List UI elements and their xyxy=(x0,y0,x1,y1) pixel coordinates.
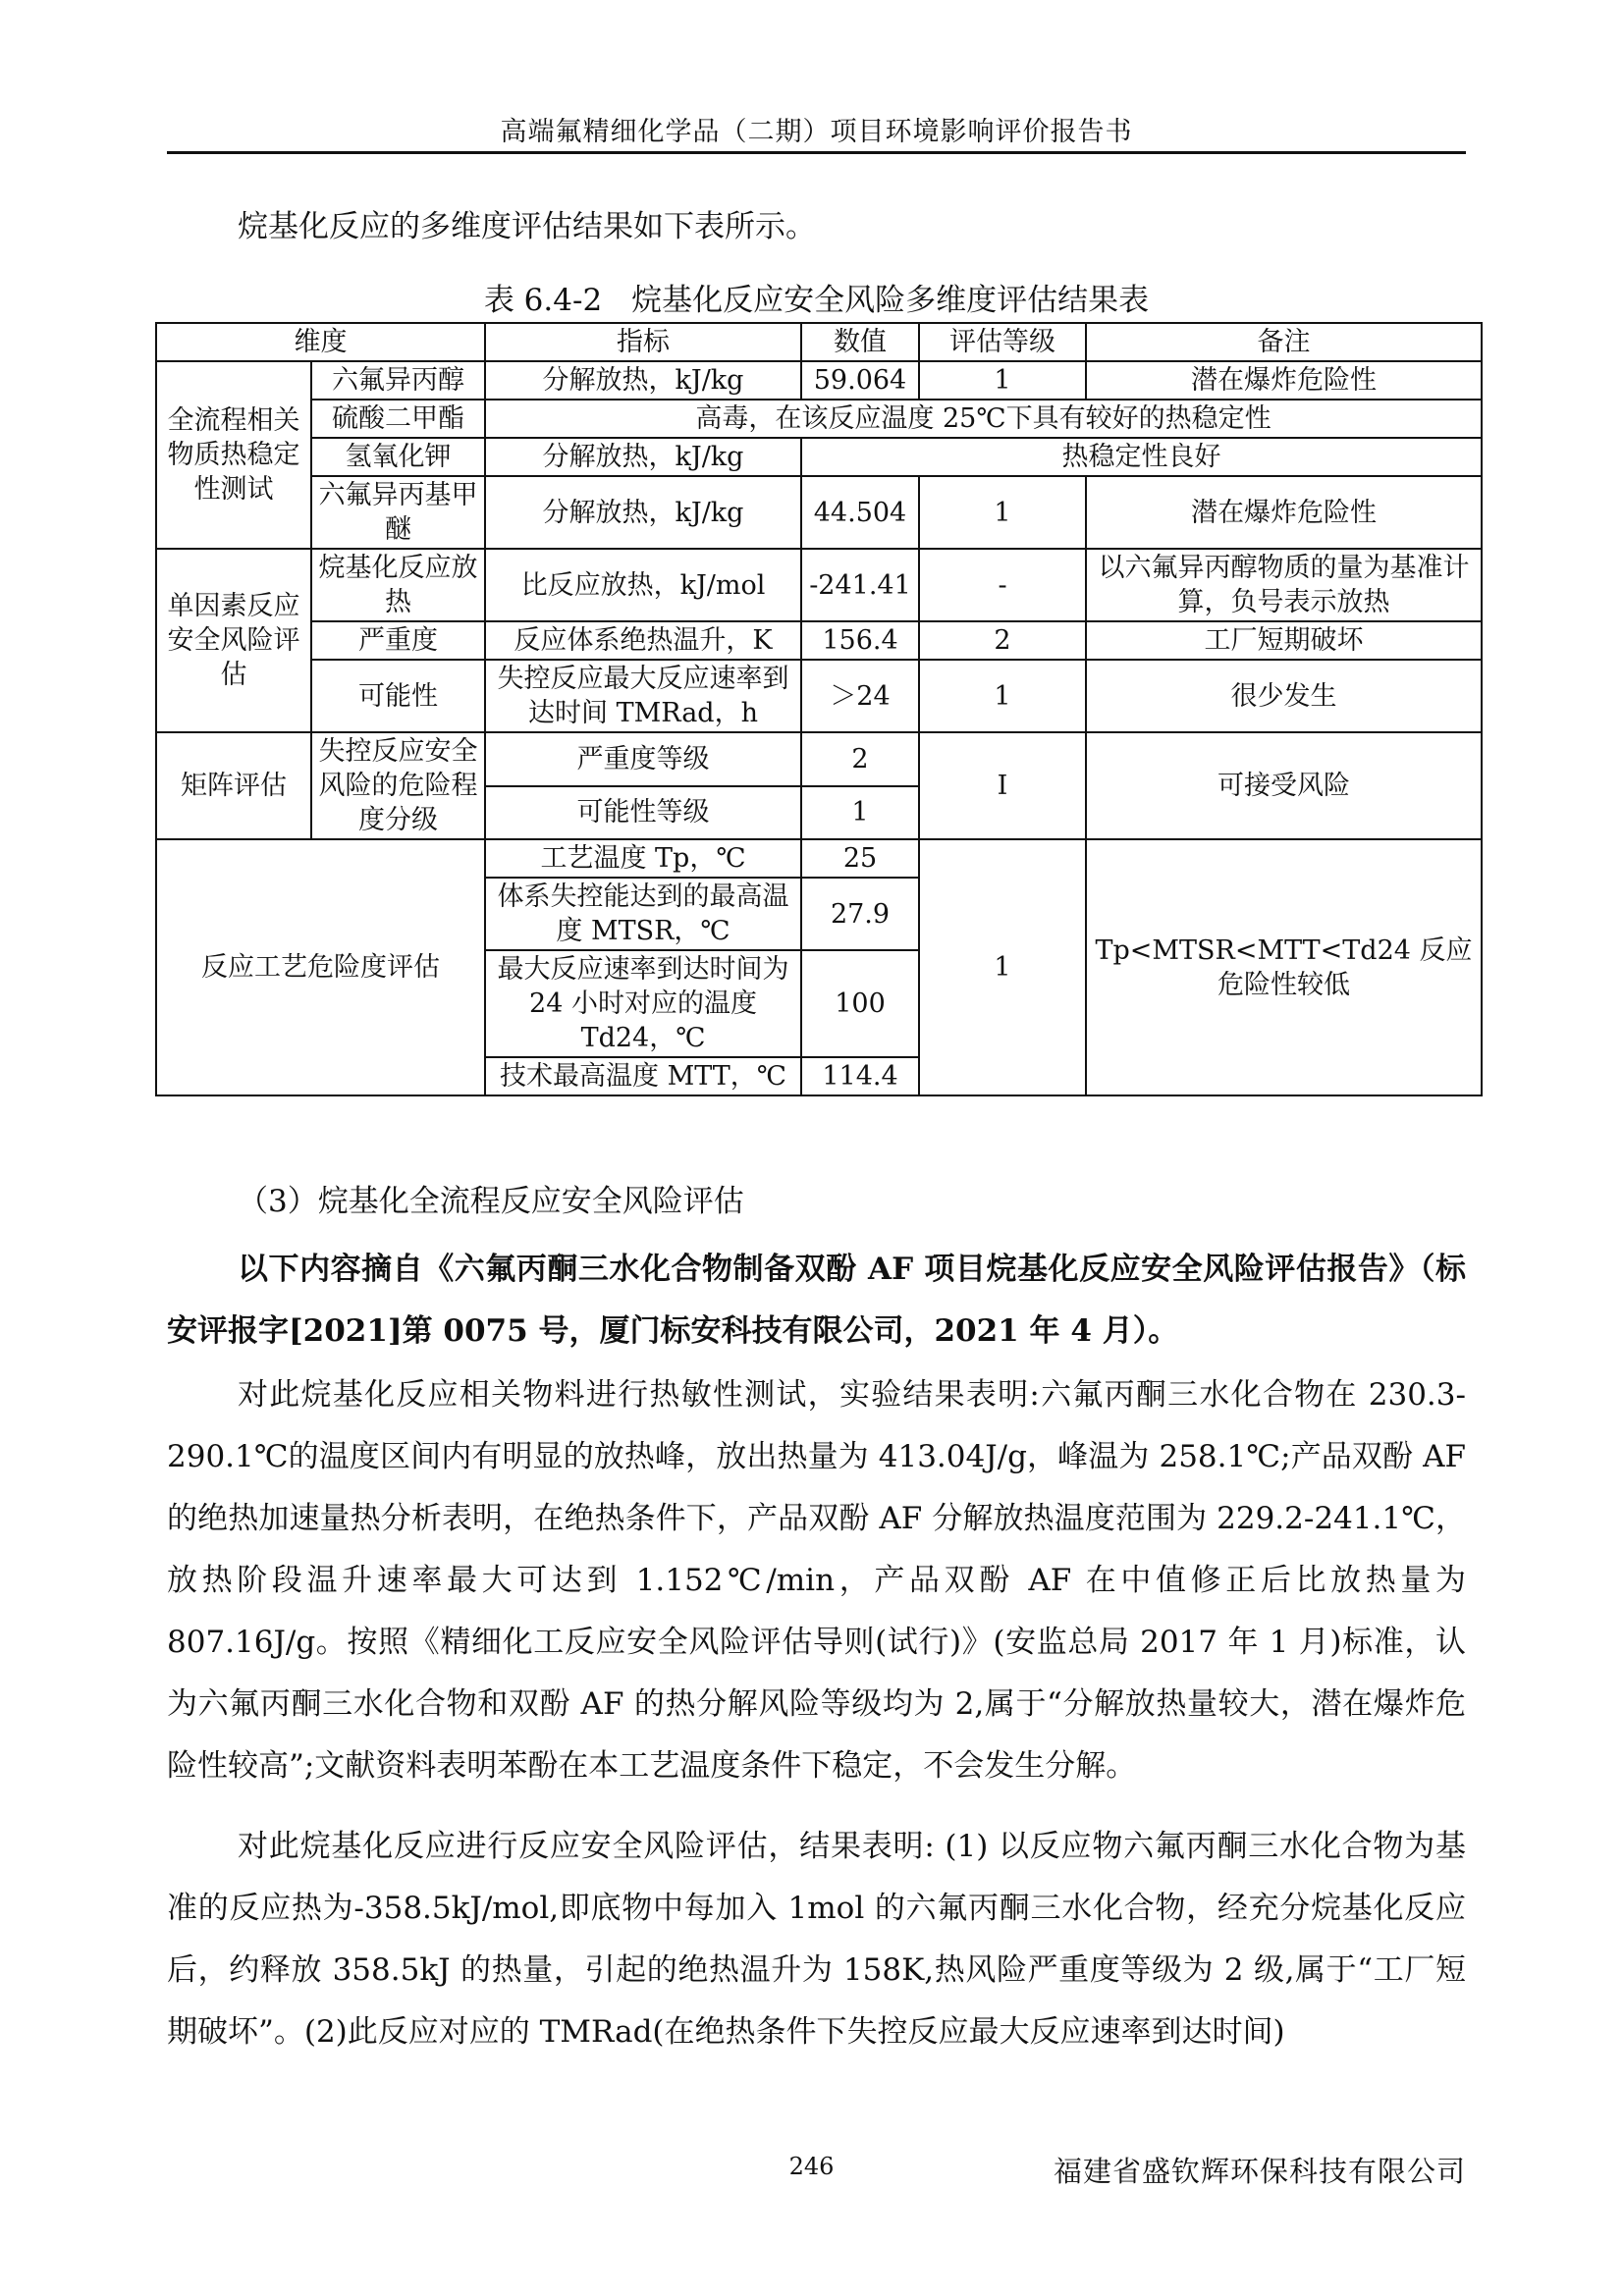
cell-value: 44.504 xyxy=(801,476,919,549)
intro-paragraph: 烷基化反应的多维度评估结果如下表所示。 xyxy=(238,209,816,244)
evaluation-table xyxy=(155,322,1483,1096)
cell-value: 114.4 xyxy=(801,1057,919,1095)
header-rule xyxy=(167,151,1466,154)
cell-value: 27.9 xyxy=(801,878,919,950)
cell-grade: - xyxy=(919,549,1086,621)
section-label-matrix: 矩阵评估 xyxy=(156,732,311,839)
section-label-process-hazard: 反应工艺危险度评估 xyxy=(156,839,485,1095)
table-row xyxy=(156,732,1482,786)
cell-note: 工厂短期破坏 xyxy=(1086,621,1482,660)
cell-grade: 1 xyxy=(919,361,1086,400)
cell-indicator: 失控反应最大反应速率到达时间 TMRad，h xyxy=(485,660,801,732)
body-paragraph-2: 对此烷基化反应进行反应安全风险评估，结果表明: (1) 以反应物六氟丙酮三水化合物为基准的反应热为-358.5kJ/mol,即底物中每加入 1mol 的六氟丙酮三水化合物，经充分烷基化反应后，约释放 358.5kJ 的热量，引起的绝热温升为 158K,热风险严重度等级为 2 级,属于“工厂短期破坏”。(2)此反应对应的 TMRad(在绝热条件下失控反应最大反应速率到达时间) xyxy=(167,1829,1466,2050)
table-header-row xyxy=(156,323,1482,361)
source-citation: 以下内容摘自《六氟丙酮三水化合物制备双酚 AF 项目烷基化反应安全风险评估报告》（标安评报字[2021]第 0075 号，厦门标安科技有限公司，2021 年 4 月）。 xyxy=(167,1252,1466,1349)
cell-value: -241.41 xyxy=(801,549,919,621)
table-caption-number: 表 6.4-2 xyxy=(483,283,603,318)
footer-company: 福建省盛钦辉环保科技有限公司 xyxy=(1053,2155,1466,2188)
table-caption xyxy=(167,275,1466,319)
table-row xyxy=(156,438,1482,476)
cell-note: 可接受风险 xyxy=(1086,732,1482,839)
cell-indicator: 反应体系绝热温升，K xyxy=(485,621,801,660)
cell-grade: 1 xyxy=(919,476,1086,549)
cell-indicator: 工艺温度 Tp，℃ xyxy=(485,839,801,878)
cell-merged-note: 热稳定性良好 xyxy=(801,438,1482,476)
cell-indicator: 分解放热，kJ/kg xyxy=(485,361,801,400)
section-subheading: （3）烷基化全流程反应安全风险评估 xyxy=(238,1184,744,1219)
cell-indicator: 分解放热，kJ/kg xyxy=(485,476,801,549)
cell-grade: 1 xyxy=(919,839,1086,1095)
cell-note: 很少发生 xyxy=(1086,660,1482,732)
cell-value: 1 xyxy=(801,786,919,840)
section-label-thermal-stability: 全流程相关物质热稳定性测试 xyxy=(156,361,311,549)
cell-value: ＞24 xyxy=(801,660,919,732)
cell-value: 25 xyxy=(801,839,919,878)
header-indicator: 指标 xyxy=(485,323,801,361)
cell-item: 烷基化反应放热 xyxy=(311,549,485,621)
page-number: 246 xyxy=(788,2153,835,2180)
cell-note: 以六氟异丙醇物质的量为基准计算，负号表示放热 xyxy=(1086,549,1482,621)
header-dimension: 维度 xyxy=(156,323,485,361)
table-row xyxy=(156,660,1482,732)
cell-item: 硫酸二甲酯 xyxy=(311,400,485,438)
cell-indicator: 可能性等级 xyxy=(485,786,801,840)
cell-indicator: 技术最高温度 MTT，℃ xyxy=(485,1057,801,1095)
cell-note: 潜在爆炸危险性 xyxy=(1086,476,1482,549)
header-value: 数值 xyxy=(801,323,919,361)
page-header: 高端氟精细化学品（二期）项目环境影响评价报告书 xyxy=(500,117,1133,147)
cell-item: 氢氧化钾 xyxy=(311,438,485,476)
cell-indicator: 比反应放热，kJ/mol xyxy=(485,549,801,621)
cell-note: Tp<MTSR<MTT<Td24 反应危险性较低 xyxy=(1086,839,1482,1095)
cell-value: 59.064 xyxy=(801,361,919,400)
section-label-single-factor: 单因素反应安全风险评估 xyxy=(156,549,311,732)
header-note: 备注 xyxy=(1086,323,1482,361)
table-row xyxy=(156,400,1482,438)
header-grade: 评估等级 xyxy=(919,323,1086,361)
table-row xyxy=(156,839,1482,878)
cell-item: 六氟异丙醇 xyxy=(311,361,485,400)
cell-grade: 1 xyxy=(919,660,1086,732)
cell-merged-note: 高毒，在该反应温度 25℃下具有较好的热稳定性 xyxy=(485,400,1482,438)
cell-value: 156.4 xyxy=(801,621,919,660)
cell-item: 失控反应安全风险的危险程度分级 xyxy=(311,732,485,839)
cell-indicator: 分解放热，kJ/kg xyxy=(485,438,801,476)
cell-grade: I xyxy=(919,732,1086,839)
table-row xyxy=(156,361,1482,400)
table-row xyxy=(156,621,1482,660)
cell-indicator: 严重度等级 xyxy=(485,732,801,786)
cell-grade: 2 xyxy=(919,621,1086,660)
table-row xyxy=(156,476,1482,549)
cell-item: 严重度 xyxy=(311,621,485,660)
cell-item: 可能性 xyxy=(311,660,485,732)
cell-note: 潜在爆炸危险性 xyxy=(1086,361,1482,400)
table-caption-title: 烷基化反应安全风险多维度评估结果表 xyxy=(631,283,1150,318)
cell-value: 100 xyxy=(801,950,919,1057)
cell-value: 2 xyxy=(801,732,919,786)
body-paragraph-1: 对此烷基化反应相关物料进行热敏性测试，实验结果表明:六氟丙酮三水化合物在 230.3-290.1℃的温度区间内有明显的放热峰，放出热量为 413.04J/g，峰温为 258.1℃;产品双酚 AF 的绝热加速量热分析表明，在绝热条件下，产品双酚 AF 分解放热温度范围为 229.2-241.1℃，放热阶段温升速率最大可达到 1.152℃/min，产品双酚 AF 在中值修正后比放热量为 807.16J/g。按照《精细化工反应安全风险评估导则(试行)》(安监总局 2017 年 1 月)标准，认为六氟丙酮三水化合物和双酚 AF 的热分解风险等级均为 2,属于“分解放热量较大，潜在爆炸危险性较高”;文献资料表明苯酚在本工艺温度条件下稳定，不会发生分解。 xyxy=(167,1377,1466,1784)
cell-indicator: 最大反应速率到达时间为 24 小时对应的温度 Td24，℃ xyxy=(485,950,801,1057)
cell-item: 六氟异丙基甲醚 xyxy=(311,476,485,549)
cell-indicator: 体系失控能达到的最高温度 MTSR，℃ xyxy=(485,878,801,950)
table-row xyxy=(156,549,1482,621)
